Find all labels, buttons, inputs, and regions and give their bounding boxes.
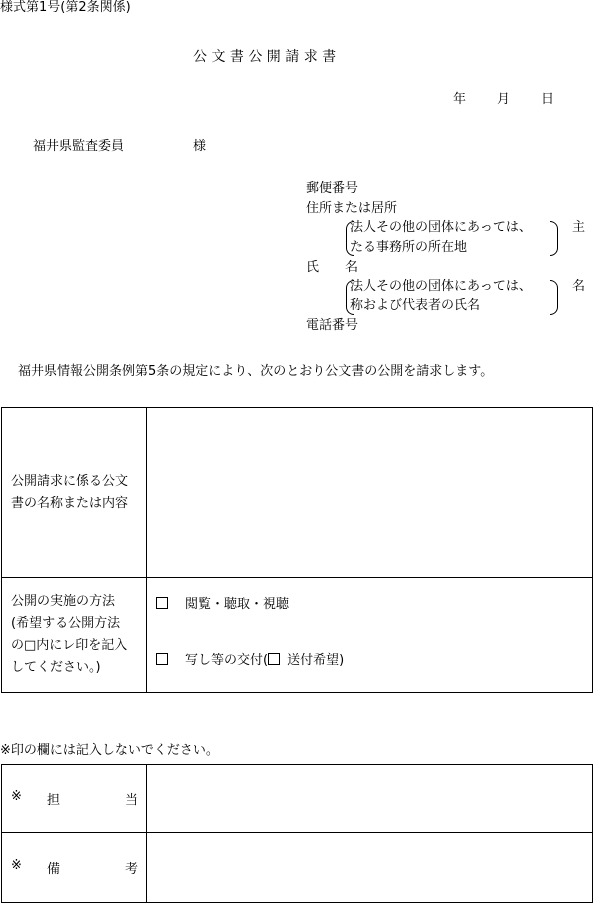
office-mark: ※ bbox=[11, 789, 22, 804]
address-note-line2: たる事務所の所在地 bbox=[350, 240, 468, 255]
request-statement: 福井県情報公開条例第5条の規定により、次のとおり公文書の公開を請求します。 bbox=[18, 364, 494, 379]
table-row bbox=[2, 578, 593, 693]
remarks-field bbox=[147, 833, 593, 903]
option-mail-label: 送付希望) bbox=[287, 653, 345, 668]
disclosure-method-options-cell bbox=[147, 578, 593, 693]
person-in-charge-field bbox=[147, 765, 593, 833]
remarks-char2: 考 bbox=[124, 862, 138, 877]
address-label: 住所または居所 bbox=[306, 201, 398, 216]
person-in-charge-char1: 担 bbox=[46, 793, 60, 808]
address-note-side: 主 bbox=[572, 220, 586, 235]
table-row bbox=[2, 765, 593, 833]
option-mail-checkbox[interactable] bbox=[268, 653, 280, 665]
date-month: 月 bbox=[497, 92, 511, 107]
option-copy-checkbox[interactable] bbox=[156, 653, 168, 665]
form-number: 様式第1号(第2条関係) bbox=[0, 0, 131, 15]
table-row bbox=[2, 408, 593, 578]
disclosure-method-label-line4: してください。) bbox=[11, 660, 101, 675]
table-row bbox=[2, 833, 593, 903]
disclosure-method-label-line1: 公開の実施の方法 bbox=[11, 594, 116, 609]
option-viewing-checkbox[interactable] bbox=[156, 597, 168, 609]
addressee-honorific: 様 bbox=[193, 139, 207, 154]
right-bracket bbox=[550, 280, 558, 315]
remarks-label-cell bbox=[2, 833, 147, 903]
name-note-side: 名 bbox=[572, 279, 586, 294]
page-title: 公 文 書 公 開 請 求 書 bbox=[193, 49, 337, 65]
person-in-charge-label-cell bbox=[2, 765, 147, 833]
name-note-line2: 称および代表者の氏名 bbox=[350, 298, 481, 313]
name-label: 氏 名 bbox=[306, 260, 359, 275]
document-name-label-cell bbox=[2, 408, 147, 578]
office-use-note: ※印の欄には記入しないでください。 bbox=[0, 743, 219, 758]
remarks-char1: 備 bbox=[46, 862, 60, 877]
date-year: 年 bbox=[453, 92, 467, 107]
person-in-charge-char2: 当 bbox=[124, 793, 138, 808]
right-bracket bbox=[550, 221, 558, 256]
option-copy-label: 写し等の交付( bbox=[185, 653, 269, 668]
address-note-line1: 法人その他の団体にあっては、 bbox=[350, 220, 532, 235]
option-viewing-label: 閲覧・聴取・視聴 bbox=[185, 597, 290, 612]
postal-code-label: 郵便番号 bbox=[306, 181, 359, 196]
addressee-name: 福井県監査委員 bbox=[33, 139, 125, 154]
document-name-input[interactable] bbox=[147, 408, 593, 578]
office-mark: ※ bbox=[11, 858, 22, 873]
document-name-label-line1: 公開請求に係る公文 bbox=[11, 473, 129, 489]
phone-label: 電話番号 bbox=[306, 318, 359, 333]
disclosure-method-label-cell bbox=[2, 578, 147, 693]
office-use-table bbox=[1, 764, 593, 903]
disclosure-method-label-line3: の□内にレ印を記入 bbox=[11, 638, 128, 653]
request-table bbox=[1, 407, 593, 693]
disclosure-method-label-line2: (希望する公開方法 bbox=[11, 616, 121, 631]
date-day: 日 bbox=[541, 92, 555, 107]
name-note-line1: 法人その他の団体にあっては、 bbox=[350, 279, 532, 294]
document-name-label-line2: 書の名称または内容 bbox=[11, 495, 129, 511]
